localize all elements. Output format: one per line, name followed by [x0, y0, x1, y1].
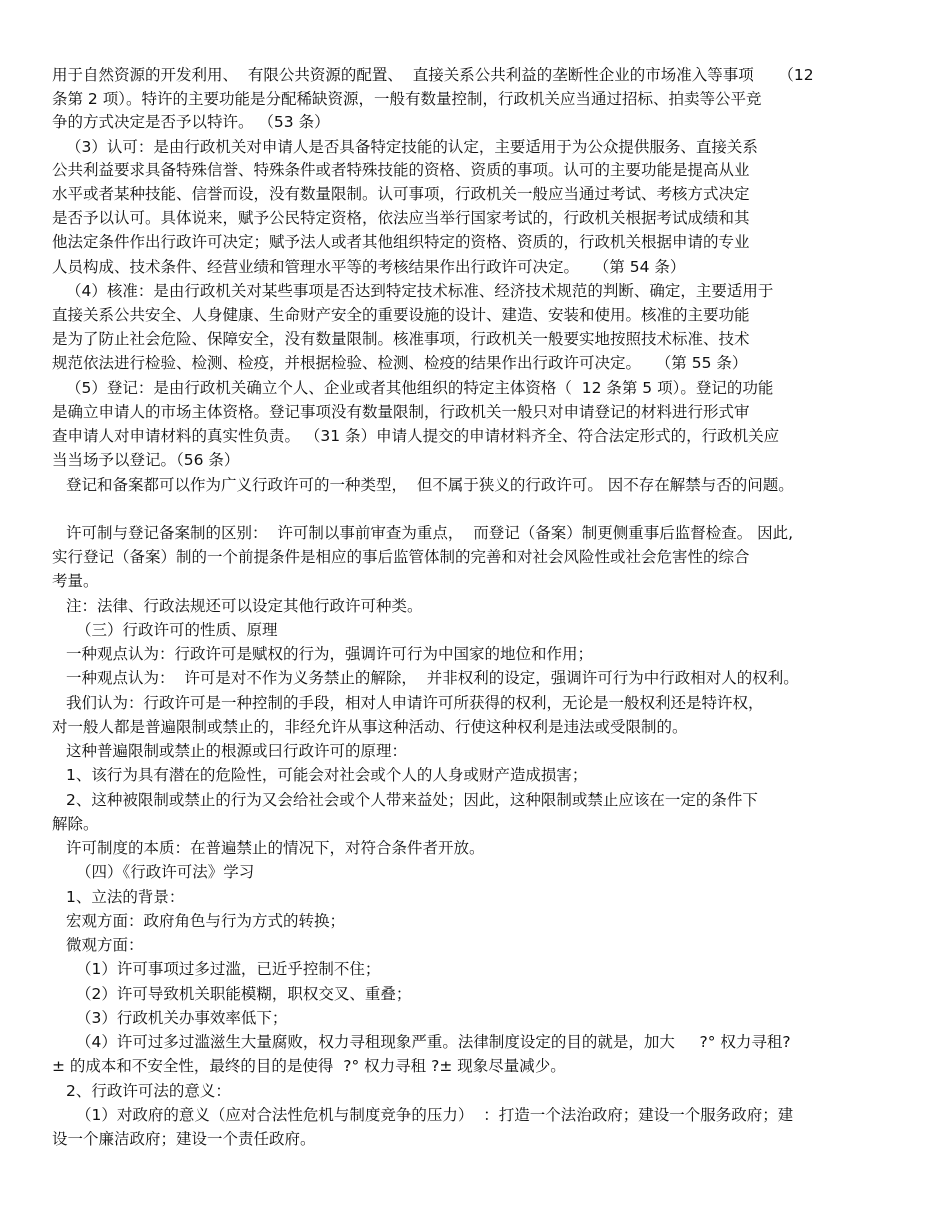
text-line: （4）核准：是由行政机关对某些事项是否达到特定技术标准、经济技术规范的判断、确定，主要适用于: [66, 282, 774, 300]
text-line: 这种普遍限制或禁止的根源或曰行政许可的原理：: [66, 742, 408, 760]
text-line: （3）认可：是由行政机关对申请人是否具备特定技能的认定，主要适用于为公众提供服务、直接关系: [66, 138, 758, 156]
text-line: 宏观方面：政府角色与行为方式的转换；: [66, 912, 346, 930]
text-line: （4）许可过多过滥滋生大量腐败，权力寻租现象严重。法律制度设定的目的就是，加大 ?° 权力寻租?: [76, 1033, 791, 1051]
text-line: 是为了防止社会危险、保障安全，没有数量限制。核准事项，行政机关一般要实地按照技术标准、技术: [52, 330, 750, 348]
text-line: 争的方式决定是否予以特许。 （53 条）: [52, 113, 330, 131]
text-line: 2、行政许可法的意义：: [66, 1082, 231, 1100]
text-line: ± 的成本和不安全性，最终的目的是使得 ?° 权力寻租 ?± 现象尽量减少。: [52, 1057, 566, 1075]
text-line: 设一个廉洁政府；建设一个责任政府。: [52, 1130, 316, 1148]
text-line: 直接关系公共安全、人身健康、生命财产安全的重要设施的设计、建造、安装和使用。核准的主要功能: [52, 306, 750, 324]
text-line: 我们认为：行政许可是一种控制的手段，相对人申请许可所获得的权利，无论是一般权利还是特许权，: [66, 694, 764, 712]
text-line: 考量。: [52, 572, 99, 590]
text-line: 人员构成、技术条件、经营业绩和管理水平等的考核结果作出行政许可决定。 （第 54 条）: [52, 258, 686, 276]
text-line: 规范依法进行检验、检测、检疫，并根据检验、检测、检疫的结果作出行政许可决定。 （第 55 条）: [52, 354, 748, 372]
text-line: 对一般人都是普遍限制或禁止的，非经允许从事这种活动、行使这种权利是违法或受限制的。: [52, 718, 688, 736]
text-line: 注：法律、行政法规还可以设定其他行政许可种类。: [66, 597, 423, 615]
section-heading: （四）《行政许可法》学习: [76, 863, 255, 881]
text-line: 公共利益要求具备特殊信誉、特殊条件或者特殊技能的资格、资质的事项。认可的主要功能是提高从业: [52, 161, 750, 179]
text-line: 解除。: [52, 815, 99, 833]
text-line: 查申请人对申请材料的真实性负责。 （31 条）申请人提交的申请材料齐全、符合法定形式的，行政机关应: [52, 427, 780, 445]
text-line: 1、该行为具有潜在的危险性，可能会对社会或个人的人身或财产造成损害；: [66, 766, 588, 784]
text-line: 1、立法的背景：: [66, 888, 185, 906]
text-line: 是否予以认可。具体说来，赋予公民特定资格，依法应当举行国家考试的，行政机关根据考试成绩和其: [52, 209, 750, 227]
text-line: （1）对政府的意义（应对合法性危机与制度竞争的压力） ：打造一个法治政府；建设一个服务政府；建: [76, 1106, 794, 1124]
text-line: 一种观点认为：行政许可是赋权的行为，强调许可行为中国家的地位和作用；: [66, 645, 594, 663]
section-heading: （三）行政许可的性质、原理: [76, 621, 278, 639]
text-line: （5）登记：是由行政机关确立个人、企业或者其他组织的特定主体资格（ 12 条第 5 项）。登记的功能: [66, 379, 774, 397]
text-line: 实行登记（备案）制的一个前提条件是相应的事后监管体制的完善和对社会风险性或社会危害性的综合: [52, 548, 750, 566]
text-line: 登记和备案都可以作为广义行政许可的一种类型， 但不属于狭义的行政许可。 因不存在解禁与否的问题。: [66, 476, 794, 494]
text-line: （2）许可导致机关职能模糊，职权交叉、重叠；: [76, 985, 412, 1003]
text-line: 许可制度的本质：在普遍禁止的情况下，对符合条件者开放。: [66, 839, 485, 857]
text-line: （1）许可事项过多过滥，已近乎控制不住；: [76, 960, 381, 978]
text-line: 许可制与登记备案制的区别： 许可制以事前审查为重点， 而登记（备案）制更侧重事后监督检查。 因此,: [66, 524, 794, 542]
text-line: 一种观点认为： 许可是对不作为义务禁止的解除， 并非权利的设定，强调许可行为中行政相对人的权利。: [66, 669, 799, 687]
text-line: 当当场予以登记。（56 条）: [52, 451, 240, 469]
text-line: 水平或者某种技能、信誉而设，没有数量限制。认可事项，行政机关一般应当通过考试、考核方式决定: [52, 185, 750, 203]
text-line: 是确立申请人的市场主体资格。登记事项没有数量限制，行政机关一般只对申请登记的材料进行形式审: [52, 403, 750, 421]
text-line: 2、这种被限制或禁止的行为又会给社会或个人带来益处；因此，这种限制或禁止应该在一定的条件下: [66, 791, 758, 809]
text-line: 用于自然资源的开发利用、 有限公共资源的配置、 直接关系公共利益的垄断性企业的市场准入等事项 （12: [52, 66, 814, 84]
text-line: 条第 2 项）。特许的主要功能是分配稀缺资源，一般有数量控制，行政机关应当通过招标、拍卖等公平竞: [52, 90, 762, 108]
text-line: （3）行政机关办事效率低下；: [76, 1009, 288, 1027]
text-line: 微观方面：: [66, 936, 144, 954]
text-line: 他法定条件作出行政许可决定；赋予法人或者其他组织特定的资格、资质的，行政机关根据申请的专业: [52, 233, 750, 251]
